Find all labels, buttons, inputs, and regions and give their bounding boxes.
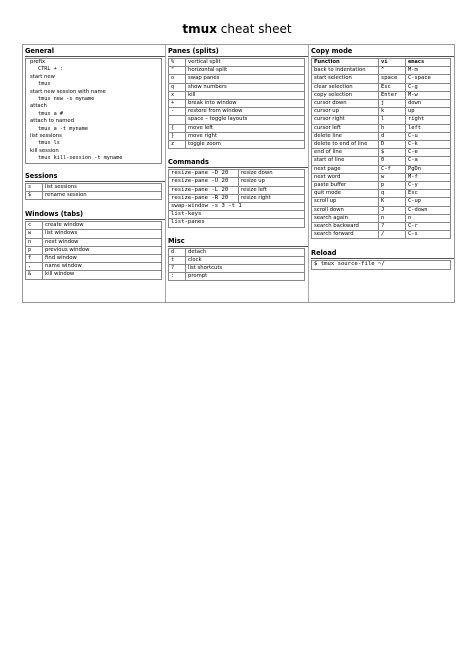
- table-row: [312, 157, 451, 165]
- copy-emacs-key: C-r: [406, 223, 451, 231]
- general-line: kill session: [30, 147, 59, 154]
- table-row: [312, 223, 451, 231]
- sessions-table: [25, 183, 162, 200]
- table-row: [26, 254, 162, 262]
- table-row: [312, 190, 451, 198]
- table-row: [312, 108, 451, 116]
- shortcut-key: %: [169, 59, 186, 67]
- general-line: tmux a -t myname: [38, 125, 88, 132]
- table-row: [169, 194, 305, 202]
- table-row: [312, 132, 451, 140]
- shortcut-key: &: [26, 271, 43, 279]
- reload-table: [311, 260, 451, 269]
- copy-function: cursor left: [312, 124, 379, 132]
- shortcut-key: q: [169, 83, 186, 91]
- reload-row: [312, 261, 451, 269]
- cheat-sheet: [22, 44, 455, 303]
- copy-emacs-key: C-u: [406, 132, 451, 140]
- general-line: start new: [30, 73, 55, 80]
- copy-vi-key: space: [379, 75, 406, 83]
- copy-vi-key: C-f: [379, 165, 406, 173]
- panes-table: [168, 58, 305, 149]
- shortcut-description: horizontal split: [186, 67, 305, 75]
- table-row: [312, 149, 451, 157]
- table-row: [169, 75, 305, 83]
- copy-function: end of line: [312, 149, 379, 157]
- copy-mode-header-row: [312, 59, 451, 67]
- shortcut-description: restore from window: [186, 108, 305, 116]
- command-description: resize left: [239, 186, 305, 194]
- copy-vi-key: 0: [379, 157, 406, 165]
- command-text: resize-pane -U 20: [169, 178, 239, 186]
- general-line: CTRL + :: [38, 66, 63, 73]
- command-text: list-panes: [169, 219, 305, 227]
- column-right: [309, 45, 454, 302]
- table-row: [169, 265, 305, 273]
- copy-vi-key: K: [379, 198, 406, 206]
- command-text: resize-pane -D 20: [169, 170, 239, 178]
- general-line: tmux kill-session -t myname: [38, 155, 123, 162]
- copy-vi-key: ?: [379, 223, 406, 231]
- copy-function: delete to end of line: [312, 141, 379, 149]
- table-row: [312, 116, 451, 124]
- table-row: [169, 141, 305, 149]
- copy-emacs-key: C-e: [406, 149, 451, 157]
- copy-vi-key: l: [379, 116, 406, 124]
- table-row: [312, 141, 451, 149]
- table-row: [312, 182, 451, 190]
- copy-vi-key: $: [379, 149, 406, 157]
- table-row: [169, 203, 305, 211]
- copy-function: paste buffer: [312, 182, 379, 190]
- section-heading-sessions: Sessions: [25, 172, 165, 182]
- table-row: [169, 186, 305, 194]
- copy-emacs-key: M-w: [406, 91, 451, 99]
- copy-function: scroll up: [312, 198, 379, 206]
- shortcut-key: }: [169, 132, 186, 140]
- table-row: [169, 124, 305, 132]
- copy-function: copy selection: [312, 91, 379, 99]
- table-row: [169, 170, 305, 178]
- copy-emacs-key: right: [406, 116, 451, 124]
- section-heading-panes: Panes (splits): [168, 47, 308, 57]
- section-heading-reload: Reload: [311, 249, 454, 259]
- command-description: resize up: [239, 178, 305, 186]
- column-left: [23, 45, 166, 302]
- shortcut-key: p: [26, 246, 43, 254]
- copy-emacs-key: C-a: [406, 157, 451, 165]
- table-row: [26, 191, 162, 199]
- table-row: [26, 263, 162, 271]
- copy-emacs-key: C-up: [406, 198, 451, 206]
- shortcut-description: show numbers: [186, 83, 305, 91]
- table-row: [312, 165, 451, 173]
- shortcut-key: ,: [26, 263, 43, 271]
- shortcut-key: z: [169, 141, 186, 149]
- shortcut-key: x: [169, 91, 186, 99]
- copy-vi-key: p: [379, 182, 406, 190]
- shortcut-description: list sessions: [43, 183, 162, 191]
- copy-emacs-key: up: [406, 108, 451, 116]
- shortcut-description: swap panes: [186, 75, 305, 83]
- general-line: tmux a #: [38, 110, 63, 117]
- table-row: [26, 246, 162, 254]
- shortcut-key: -: [169, 108, 186, 116]
- table-row: [26, 271, 162, 279]
- copy-emacs-key: down: [406, 100, 451, 108]
- windows-table: [25, 221, 162, 279]
- section-heading-misc: Misc: [168, 237, 308, 247]
- misc-table: [168, 248, 305, 282]
- copy-emacs-key: PgDn: [406, 165, 451, 173]
- header-function: Function: [312, 59, 379, 67]
- shortcut-key: :: [169, 273, 186, 281]
- command-description: resize right: [239, 194, 305, 202]
- copy-vi-key: ^: [379, 67, 406, 75]
- header-vi: vi: [379, 59, 406, 67]
- shortcut-description: detach: [186, 248, 305, 256]
- table-row: [169, 211, 305, 219]
- copy-function: clear selection: [312, 83, 379, 91]
- shortcut-description: vertical split: [186, 59, 305, 67]
- copy-vi-key: w: [379, 173, 406, 181]
- shortcut-key: w: [26, 230, 43, 238]
- shortcut-key: $: [26, 191, 43, 199]
- table-row: [312, 83, 451, 91]
- copy-function: scroll down: [312, 206, 379, 214]
- shortcut-description: prompt: [186, 273, 305, 281]
- command-text: resize-pane -R 20: [169, 194, 239, 202]
- copy-emacs-key: M-f: [406, 173, 451, 181]
- copy-emacs-key: M-m: [406, 67, 451, 75]
- general-line: tmux ls: [38, 140, 60, 147]
- shortcut-description: clock: [186, 256, 305, 264]
- copy-vi-key: J: [379, 206, 406, 214]
- shortcut-key: n: [26, 238, 43, 246]
- table-row: [312, 206, 451, 214]
- general-line: tmux: [38, 81, 51, 88]
- page-title: tmux cheat sheet: [182, 22, 292, 36]
- table-row: [312, 198, 451, 206]
- shortcut-key: [169, 116, 186, 124]
- general-line: attach: [30, 103, 47, 110]
- shortcut-description: kill: [186, 91, 305, 99]
- shortcut-key: t: [169, 256, 186, 264]
- shortcut-key: {: [169, 124, 186, 132]
- copy-vi-key: j: [379, 100, 406, 108]
- table-row: [312, 214, 451, 222]
- copy-emacs-key: C-k: [406, 141, 451, 149]
- copy-function: start selection: [312, 75, 379, 83]
- copy-function: cursor down: [312, 100, 379, 108]
- shortcut-key: ?: [169, 265, 186, 273]
- table-row: [312, 231, 451, 239]
- column-middle: [166, 45, 309, 302]
- shortcut-description: find window: [43, 254, 162, 262]
- table-row: [169, 108, 305, 116]
- copy-vi-key: k: [379, 108, 406, 116]
- copy-function: cursor right: [312, 116, 379, 124]
- table-row: [312, 75, 451, 83]
- reload-command: $ tmux source-file ~/: [312, 261, 451, 269]
- section-heading-commands: Commands: [168, 158, 308, 168]
- table-row: [169, 178, 305, 186]
- table-row: [312, 173, 451, 181]
- copy-function: start of line: [312, 157, 379, 165]
- copy-vi-key: h: [379, 124, 406, 132]
- shortcut-description: create window: [43, 222, 162, 230]
- copy-function: delete line: [312, 132, 379, 140]
- shortcut-description: space – toggle layouts: [186, 116, 305, 124]
- command-text: list-keys: [169, 211, 305, 219]
- shortcut-description: break into window: [186, 100, 305, 108]
- shortcut-description: toggle zoom: [186, 141, 305, 149]
- shortcut-key: ": [169, 67, 186, 75]
- command-text: swap-window -s 3 -t 1: [169, 203, 305, 211]
- copy-emacs-key: n: [406, 214, 451, 222]
- copy-vi-key: n: [379, 214, 406, 222]
- general-line: prefix: [30, 59, 46, 65]
- shortcut-key: d: [169, 248, 186, 256]
- shortcut-description: next window: [43, 238, 162, 246]
- table-row: [169, 100, 305, 108]
- shortcut-key: s: [26, 183, 43, 191]
- copy-emacs-key: C-s: [406, 231, 451, 239]
- copy-emacs-key: left: [406, 124, 451, 132]
- table-row: [169, 132, 305, 140]
- general-line: tmux new -s myname: [38, 96, 95, 103]
- shortcut-description: move right: [186, 132, 305, 140]
- table-row: [312, 100, 451, 108]
- copy-function: search forward: [312, 231, 379, 239]
- shortcut-key: +: [169, 100, 186, 108]
- table-row: [312, 67, 451, 75]
- shortcut-description: kill window: [43, 271, 162, 279]
- general-line: attach to named: [30, 118, 74, 125]
- shortcut-key: o: [169, 75, 186, 83]
- command-text: resize-pane -L 20: [169, 186, 239, 194]
- table-row: [26, 230, 162, 238]
- general-line: list sessions: [30, 133, 62, 140]
- copy-vi-key: q: [379, 190, 406, 198]
- table-row: [169, 83, 305, 91]
- copy-function: quit mode: [312, 190, 379, 198]
- section-heading-general: General: [25, 47, 165, 57]
- copy-emacs-key: C-down: [406, 206, 451, 214]
- table-row: [26, 183, 162, 191]
- copy-emacs-key: C-space: [406, 75, 451, 83]
- copy-function: next word: [312, 173, 379, 181]
- table-row: [169, 248, 305, 256]
- table-row: [169, 67, 305, 75]
- table-row: [169, 256, 305, 264]
- copy-vi-key: Esc: [379, 83, 406, 91]
- copy-function: next page: [312, 165, 379, 173]
- general-line: start new session with name: [30, 88, 106, 95]
- shortcut-description: list shortcuts: [186, 265, 305, 273]
- general-list: [25, 58, 162, 164]
- table-row: [312, 124, 451, 132]
- copy-vi-key: d: [379, 132, 406, 140]
- shortcut-description: rename session: [43, 191, 162, 199]
- header-emacs: emacs: [406, 59, 451, 67]
- table-row: [169, 59, 305, 67]
- commands-table: [168, 169, 305, 227]
- shortcut-key: c: [26, 222, 43, 230]
- shortcut-description: name window: [43, 263, 162, 271]
- copy-emacs-key: C-y: [406, 182, 451, 190]
- copy-emacs-key: C-g: [406, 83, 451, 91]
- copy-function: cursor up: [312, 108, 379, 116]
- section-heading-copy-mode: Copy mode: [311, 47, 454, 57]
- shortcut-description: previous window: [43, 246, 162, 254]
- table-row: [312, 91, 451, 99]
- copy-vi-key: D: [379, 141, 406, 149]
- table-row: [169, 273, 305, 281]
- table-row: [169, 91, 305, 99]
- shortcut-description: list windows: [43, 230, 162, 238]
- copy-function: search backward: [312, 223, 379, 231]
- copy-function: back to indentation: [312, 67, 379, 75]
- table-row: [26, 222, 162, 230]
- table-row: [26, 238, 162, 246]
- copy-emacs-key: Esc: [406, 190, 451, 198]
- section-heading-windows: Windows (tabs): [25, 210, 165, 220]
- table-row: [169, 219, 305, 227]
- command-description: resize down: [239, 170, 305, 178]
- copy-function: search again: [312, 214, 379, 222]
- table-row: [169, 116, 305, 124]
- shortcut-key: f: [26, 254, 43, 262]
- copy-vi-key: Enter: [379, 91, 406, 99]
- copy-mode-table: [311, 58, 451, 239]
- copy-vi-key: /: [379, 231, 406, 239]
- shortcut-description: move left: [186, 124, 305, 132]
